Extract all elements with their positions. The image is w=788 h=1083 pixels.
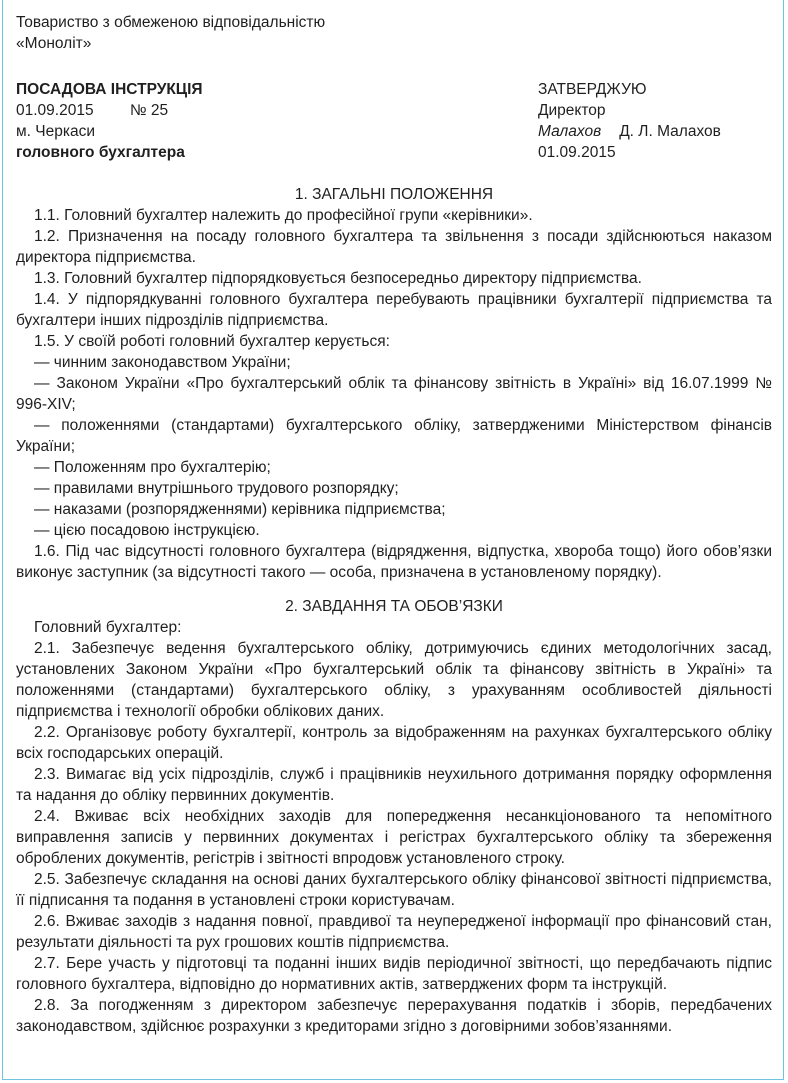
section-2-title: 2. ЗАВДАННЯ ТА ОБОВ’ЯЗКИ	[285, 598, 503, 615]
approval-date: 01.09.2015	[538, 144, 616, 161]
signature: Малахов	[538, 123, 602, 140]
paragraph: 1.4. У підпорядкуванні головного бухгалтера перебувають працівники бухгалтерії підприємства та бухгалтери інших підрозділів підприємства.	[16, 291, 772, 329]
approver-role: Директор	[538, 102, 606, 119]
paragraph: 2.4. Вживає всіх необхідних заходів для попередження несанкціонованого та непомітного виправлення записів у первинних документах і регістрах бухгалтерського обліку та збереження оброблених документів, регістрів і звітності впродовж установленого строку.	[16, 808, 772, 867]
list-item: — Законом України «Про бухгалтерський облік та фінансову звітність в Україні» від 16.07.1999 № 996-XIV;	[16, 375, 772, 413]
list-item: — правилами внутрішнього трудового розпорядку;	[34, 480, 399, 497]
list-item: — Положенням про бухгалтерію;	[34, 459, 271, 476]
document-city: м. Черкаси	[16, 123, 95, 140]
paragraph: 1.3. Головний бухгалтер підпорядковується безпосередньо директору підприємства.	[34, 270, 642, 287]
approve-label: ЗАТВЕРДЖУЮ	[538, 81, 647, 98]
paragraph: Головний бухгалтер:	[34, 619, 182, 636]
list-item: — наказами (розпорядженнями) керівника підприємства;	[34, 501, 446, 518]
paragraph: 2.2. Організовує роботу бухгалтерії, контроль за відображенням на рахунках бухгалтерського обліку всіх господарських операцій.	[16, 724, 772, 762]
document-type: ПОСАДОВА ІНСТРУКЦІЯ	[16, 81, 203, 98]
document-date: 01.09.2015	[16, 102, 94, 119]
organization-name	[16, 12, 325, 54]
paragraph: 2.1. Забезпечує ведення бухгалтерського обліку, дотримуючись єдиних методологічних засад, установлених Законом України «Про бухгалтерський облік та фінансову звітність в Україні» та положеннями (стандартами) бухгалтерського обліку, з урахуванням особливостей діяльності підприємства і технології обробки облікових даних.	[16, 640, 772, 720]
paragraph: 2.6. Вживає заходів з надання повної, правдивої та неупередженої інформації про фінансовий стан, результати діяльності та рух грошових коштів підприємства.	[16, 913, 772, 951]
approval-block	[538, 79, 721, 163]
document-body	[16, 184, 772, 1037]
approver-signature-line	[538, 121, 721, 142]
paragraph: 1.1. Головний бухгалтер належить до професійної групи «керівники».	[34, 207, 533, 224]
list-item: — положеннями (стандартами) бухгалтерського обліку, затвердженими Міністерством фінансів України;	[16, 417, 772, 455]
paragraph: 2.8. За погодженням з директором забезпечує перерахування податків і зборів, передбачених законодавством, здійснює розрахунки з кредиторами згідно з договірними зобов’язаннями.	[16, 997, 772, 1035]
paragraph: 2.3. Вимагає від усіх підрозділів, служб і працівників неухильного дотримання порядку оформлення та надання до обліку первинних документів.	[16, 766, 772, 804]
list-item: — чинним законодавством України;	[34, 354, 291, 371]
document-header-left	[16, 79, 203, 163]
paragraph: 2.7. Бере участь у підготовці та поданні інших видів періодичної звітності, що передбачають підпис головного бухгалтера, відповідно до нормативних актів, затверджених форм та інструкцій.	[16, 955, 772, 993]
paragraph: 2.5. Забезпечує складання на основі даних бухгалтерського обліку фінансової звітності підприємства, її підписання та подання в установлені строки користувачам.	[16, 871, 772, 909]
date-number	[16, 100, 203, 121]
paragraph: 1.6. Під час відсутності головного бухгалтера (відрядження, відпустка, хвороба тощо) його обов’язки виконує заступник (за відсутності такого — особа, призначена в установленому порядку).	[16, 543, 772, 581]
paragraph: 1.2. Призначення на посаду головного бухгалтера та звільнення з посади здійснюються наказом директора підприємства.	[16, 228, 772, 266]
section-1-title: 1. ЗАГАЛЬНІ ПОЛОЖЕННЯ	[294, 186, 494, 203]
approver-name: Д. Л. Малахов	[619, 123, 721, 140]
paragraph: 1.5. У своїй роботі головний бухгалтер керується:	[34, 333, 390, 350]
document-position: головного бухгалтера	[16, 144, 185, 161]
list-item: — цією посадовою інструкцією.	[34, 522, 260, 539]
org-line-2: «Моноліт»	[16, 35, 92, 52]
org-line-1: Товариство з обмеженою відповідальністю	[16, 14, 326, 31]
document-number: № 25	[130, 102, 169, 119]
